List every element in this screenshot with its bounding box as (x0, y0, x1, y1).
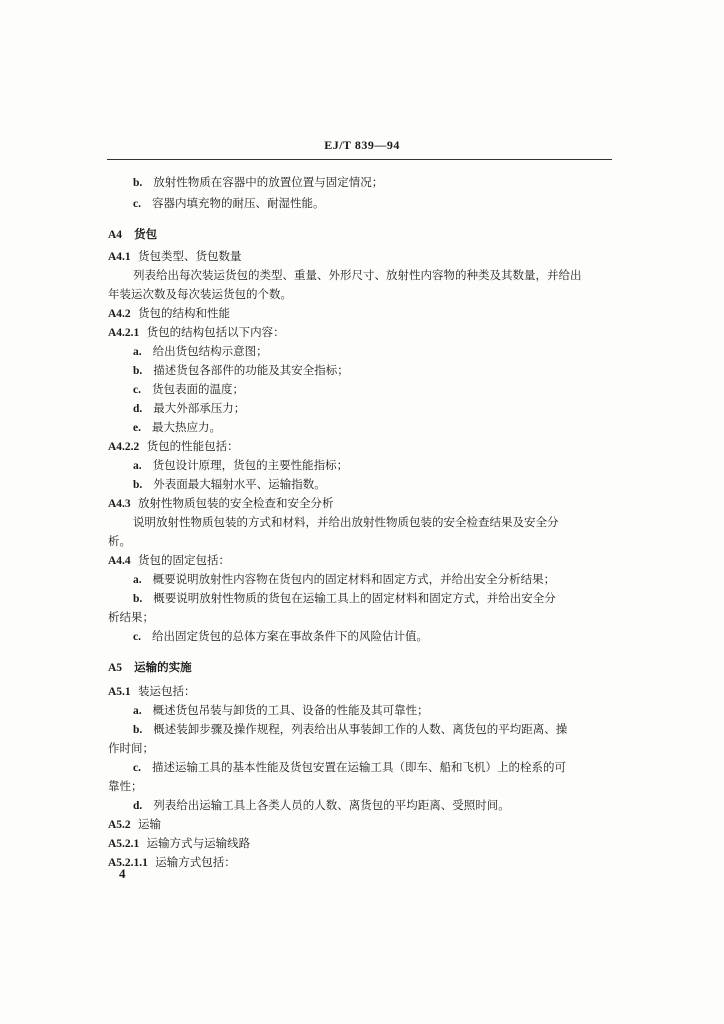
subsection-heading: A4.4 货包的固定包括： (108, 553, 230, 567)
subsection-heading: A4.3 放射性物质包装的安全检查和安全分析 (108, 496, 334, 510)
list-item: b. 描述货包各部件的功能及其安全指标； (133, 363, 349, 377)
subsection-heading: A4.2.2 货包的性能包括： (108, 439, 239, 453)
list-item: a. 给出货包结构示意图； (133, 344, 268, 358)
list-item: a. 货包设计原理，货包的主要性能指标； (133, 458, 349, 472)
paragraph-line: 说明放射性物质包装的方式和材料，并给出放射性物质包装的安全检查结果及安全分 (133, 515, 559, 529)
list-item: e. 最大热应力。 (133, 420, 221, 434)
list-item: c. 容器内填充物的耐压、耐湿性能。 (133, 196, 325, 210)
list-item: c. 给出固定货包的总体方案在事故条件下的风险估计值。 (133, 629, 428, 643)
list-item: d. 最大外部承压力； (133, 401, 246, 415)
subsection-heading: A5.1 装运包括： (108, 684, 196, 698)
paragraph-line: 析。 (108, 534, 131, 548)
list-item: a. 概述货包吊装与卸货的工具、设备的性能及其可靠性； (133, 703, 429, 717)
subsection-heading: A4.2 货包的结构和性能 (108, 306, 230, 320)
list-item: a. 概要说明放射性内容物在货包内的固定材料和固定方式，并给出安全分析结果； (133, 572, 556, 586)
list-item: b. 外表面最大辐射水平、运输指数。 (133, 477, 326, 491)
subsection-heading: A4.1 货包类型、货包数量 (108, 249, 242, 263)
list-item: b. 放射性物质在容器中的放置位置与固定情况； (133, 175, 384, 189)
paragraph-line: 列表给出每次装运货包的类型、重量、外形尺寸、放射性内容物的种类及其数量，并给出 (133, 268, 582, 282)
subsection-heading: A5.2.1.1 运输方式包括： (108, 855, 236, 869)
list-item: b. 概述装卸步骤及操作规程，列表给出从事装卸工作的人数、离货包的平均距离、操 (133, 722, 568, 736)
paragraph-line: 作时间； (108, 741, 154, 755)
list-item: b. 概要说明放射性物质的货包在运输工具上的固定材料和固定方式，并给出安全分 (133, 591, 556, 605)
page-number: 4 (119, 866, 126, 881)
header-rule (107, 159, 612, 160)
subsection-heading: A4.2.1 货包的结构包括以下内容： (108, 325, 285, 339)
section-heading: A4 货包 (108, 227, 158, 241)
subsection-heading: A5.2 运输 (108, 817, 161, 831)
list-item: d. 列表给出运输工具上各类人员的人数、离货包的平均距离、受照时间。 (133, 798, 510, 812)
paragraph-line: 年装运次数及每次装运货包的个数。 (108, 287, 292, 301)
list-item: c. 货包表面的温度； (133, 382, 244, 396)
section-heading: A5 运输的实施 (108, 660, 192, 674)
subsection-heading: A5.2.1 运输方式与运输线路 (108, 836, 251, 850)
document-code: EJ/T 839—94 (324, 138, 400, 152)
paragraph-line: 靠性； (108, 779, 143, 793)
list-item: c. 描述运输工具的基本性能及货包安置在运输工具（即车、船和飞机）上的栓系的可 (133, 760, 566, 774)
paragraph-line: 析结果； (108, 610, 154, 624)
